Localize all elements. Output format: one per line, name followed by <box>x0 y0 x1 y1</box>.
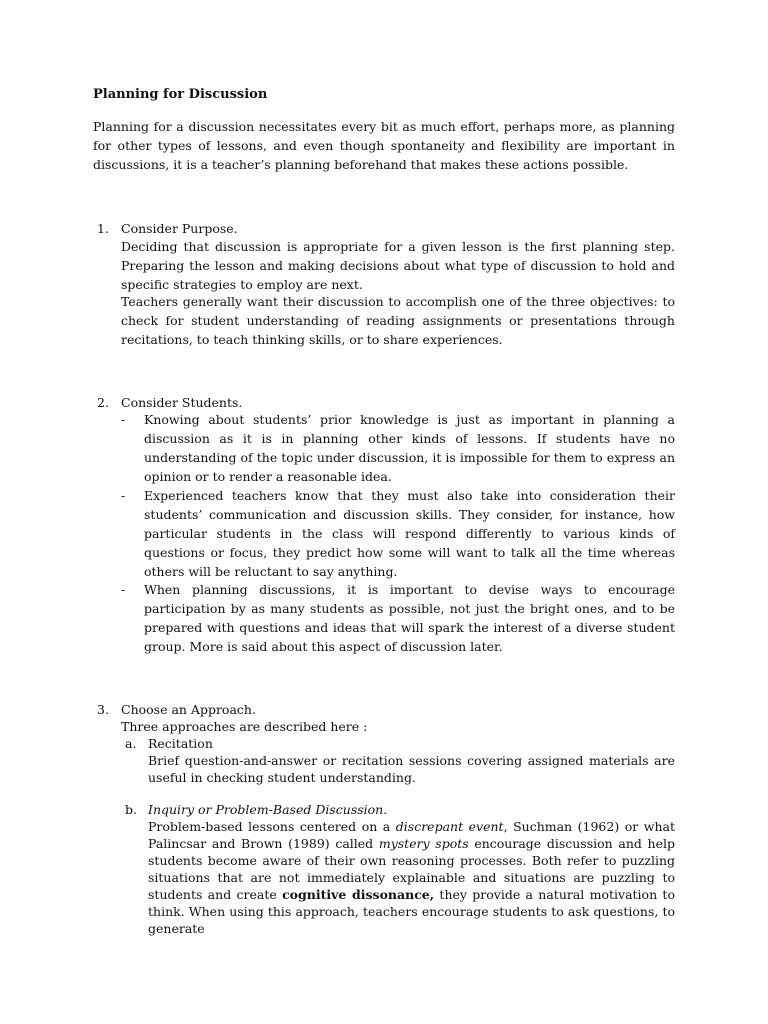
bullet-marker: - <box>121 412 126 427</box>
page-title: Planning for Discussion <box>93 87 268 102</box>
section-1-number: 1. <box>97 221 109 236</box>
approach-b-label-text: Inquiry or Problem-Based Discussion. <box>148 802 388 817</box>
approach-a-label: Recitation <box>148 736 213 751</box>
section-2-bullet-2: Experienced teachers know that they must also take into consideration their students’ communication and discussion skills. They consider, for instance, how particular students in the class will respond differently to various kinds of questions or focus, they predict how some will want to talk all the time whereas others will be reluctant to say anything. <box>144 488 675 579</box>
approach-b-term-mystery-spots: mystery spots <box>378 836 469 851</box>
approach-b-text <box>148 818 675 937</box>
approach-a-text: Brief question-and-answer or recitation sessions covering assigned materials are useful in checking student understanding. <box>148 753 675 785</box>
section-3-heading: Choose an Approach. <box>121 702 256 717</box>
section-3-lead: Three approaches are described here : <box>121 719 368 734</box>
intro-paragraph: Planning for a discussion necessitates every bit as much effort, perhaps more, as planning for other types of lessons, and even though spontaneity and flexibility are important in discussions, it is a teacher’s planning beforehand that makes these actions possible. <box>93 119 675 172</box>
section-1-heading: Consider Purpose. <box>121 221 238 236</box>
section-3-number: 3. <box>97 702 109 717</box>
section-2-bullet-1: Knowing about students’ prior knowledge is just as important in planning a discussion as it is in planning other kinds of lessons. If students have no understanding of the topic under discussion, it is impossible for them to express an opinion or to render a reasonable idea. <box>144 412 675 484</box>
section-2-heading: Consider Students. <box>121 395 243 410</box>
approach-b-label <box>148 801 387 818</box>
approach-a-letter: a. <box>125 736 137 751</box>
bullet-marker: - <box>121 582 126 597</box>
approach-b-term-cognitive-dissonance: cognitive dissonance, <box>282 887 435 902</box>
approach-b-term-discrepant-event: discrepant event <box>395 819 504 834</box>
section-1-paragraph-1: Deciding that discussion is appropriate for a given lesson is the first planning step. Preparing the lesson and making decisions about what type of discussion to hold and specific strategies to employ are next. <box>121 239 675 292</box>
approach-b-text-1: Problem-based lessons centered on a <box>148 819 396 834</box>
bullet-marker: - <box>121 488 126 503</box>
section-2-bullet-3: When planning discussions, it is important to devise ways to encourage participation by as many students as possible, not just the bright ones, and to be prepared with questions and ideas that will spark the interest of a diverse student group. More is said about this aspect of discussion later. <box>144 582 675 654</box>
section-1-paragraph-2: Teachers generally want their discussion to accomplish one of the three objectives: to check for student understanding of reading assignments or presentations through recitations, to teach thinking skills, or to share experiences. <box>121 294 675 347</box>
approach-b-text-2: , Suchman (1962) or what Palincsar and Brown (1989) called <box>148 819 675 851</box>
approach-b-letter: b. <box>125 802 137 817</box>
approach-b-text-4: they provide a natural motivation to think. When using this approach, teachers encourage students to ask questions, to generate <box>148 887 675 936</box>
approach-b-text-3: encourage discussion and help students become aware of their own reasoning processes. Both refer to puzzling situations that are not immediately explainable and situations are puzzling to students and create <box>148 836 675 902</box>
section-2-number: 2. <box>97 395 109 410</box>
